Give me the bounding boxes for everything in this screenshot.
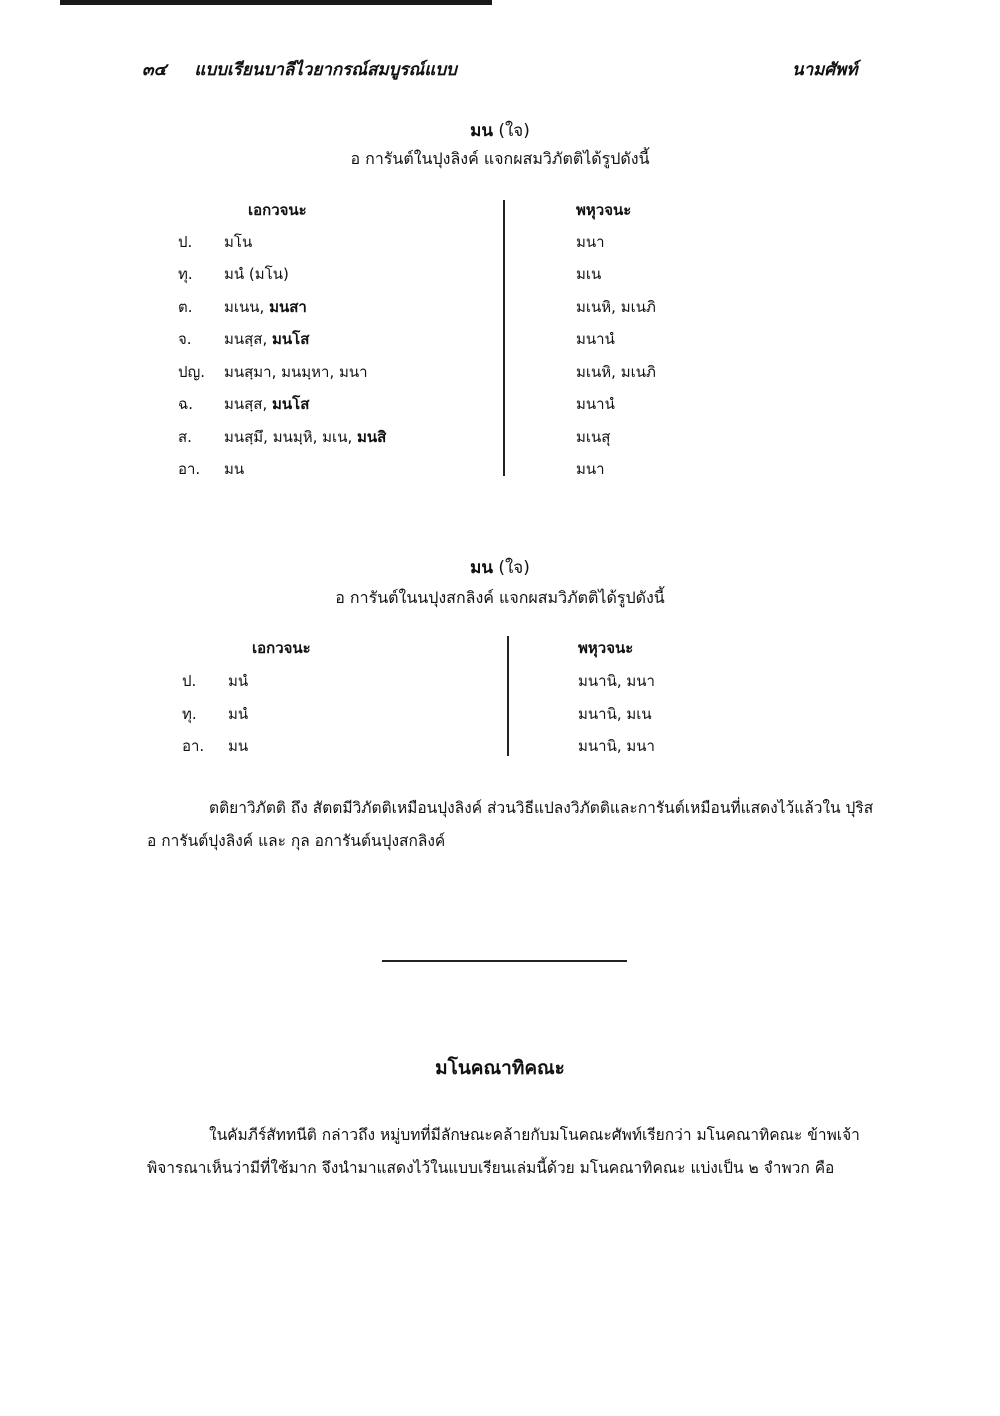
table1-col-plural: พหุวจนะ — [576, 201, 632, 219]
plural-form: มนานํ — [576, 330, 615, 348]
section-line-2: พิจารณาเห็นว่ามีที่ใช้มาก จึงนำมาแสดงไว้ในแบบเรียนเล่มนี้ด้วย มโนคณาทิคณะ แบ่งเป็น ๒ จำพวก คือ — [147, 1159, 835, 1177]
table-row — [0, 669, 1000, 693]
case-label: ฉ. — [178, 395, 193, 413]
case-label: อา. — [182, 737, 205, 755]
table1-col-singular: เอกวจนะ — [248, 201, 307, 219]
table-row — [0, 702, 1000, 726]
singular-form-bold: มนสา — [269, 298, 307, 316]
singular-form: มน — [228, 737, 249, 755]
section-divider — [382, 960, 627, 962]
plural-form: มเน — [576, 265, 602, 283]
book-title: แบบเรียนบาลีไวยากรณ์สมบูรณ์แบบ — [194, 60, 457, 80]
singular-form: มนสฺมา, มนมฺหา, มนา — [224, 363, 368, 381]
section-line-1: ในคัมภีร์สัททนีติ กล่าวถึง หมู่บทที่มีลักษณะคล้ายกับมโนคณะศัพท์เรียกว่า มโนคณาทิคณะ ข้าพเจ้า — [209, 1126, 860, 1144]
singular-form: มนํ (มโน) — [224, 265, 289, 283]
table-row — [0, 262, 1000, 286]
table2-word: มน — [470, 558, 493, 578]
case-label: ทุ. — [178, 265, 193, 283]
table2-heading — [0, 554, 1000, 581]
plural-form: มเนหิ, มเนภิ — [576, 363, 656, 381]
singular-form-bold: มนโส — [272, 395, 310, 413]
case-label: ทุ. — [182, 705, 197, 723]
table-row — [0, 734, 1000, 758]
section-title: มโนคณาทิคณะ — [435, 1057, 565, 1079]
case-label: ส. — [178, 428, 192, 446]
plural-form: มนานิ, มนา — [578, 672, 655, 690]
table-row — [0, 360, 1000, 384]
singular-form: มนํ — [228, 672, 249, 690]
plural-form: มเนสุ — [576, 428, 611, 446]
singular-form: มนสฺส, มนโส — [224, 330, 310, 348]
table2-col-singular: เอกวจนะ — [252, 639, 311, 657]
table2-gloss: (ใจ) — [498, 558, 530, 578]
chapter-title: นามศัพท์ — [792, 60, 858, 80]
note-line-1: ตติยาวิภัตติ ถึง สัตตมีวิภัตติเหมือนปุงลิงค์ ส่วนวิธีแปลงวิภัตติและการันต์เหมือนที่แสดงไว้แล้วใน ปุริส — [209, 799, 874, 817]
table-row — [0, 327, 1000, 351]
table1-word: มน — [470, 121, 493, 141]
table2-col-plural: พหุวจนะ — [578, 639, 634, 657]
singular-form: มเนน, มนสา — [224, 298, 307, 316]
case-label: ป. — [178, 233, 193, 251]
plural-form: มนา — [576, 233, 605, 251]
singular-form-bold: มนสิ — [357, 428, 387, 446]
table1-gloss: (ใจ) — [498, 121, 530, 141]
case-label: อา. — [178, 460, 201, 478]
plural-form: มเนหิ, มเนภิ — [576, 298, 656, 316]
singular-form: มนํ — [228, 705, 249, 723]
page-header-left — [142, 56, 457, 83]
case-label: ป. — [182, 672, 197, 690]
table-row — [0, 425, 1000, 449]
singular-form: มโน — [224, 233, 253, 251]
table-row — [0, 392, 1000, 416]
section-paragraph — [147, 1119, 867, 1185]
top-border-bar — [60, 0, 492, 5]
table1-heading — [0, 117, 1000, 144]
singular-form: มน — [224, 460, 245, 478]
singular-form: มนสฺมึ, มนมฺหิ, มเน, มนสิ — [224, 428, 387, 446]
plural-form: มนานํ — [576, 395, 615, 413]
case-label: ต. — [178, 298, 193, 316]
table-row — [0, 230, 1000, 254]
table2-subtitle: อ การันต์ในนปุงสกลิงค์ แจกผสมวิภัตติได้รูปดังนี้ — [335, 588, 665, 607]
note-line-2: อ การันต์ปุงลิงค์ และ กุล อการันต์นปุงสกลิงค์ — [147, 832, 446, 850]
plural-form: มนา — [576, 460, 605, 478]
singular-form: มนสฺส, มนโส — [224, 395, 310, 413]
case-label: จ. — [178, 330, 192, 348]
table-row — [0, 457, 1000, 481]
singular-form-bold: มนโส — [272, 330, 310, 348]
page-number: ๓๔ — [142, 60, 167, 80]
table1-subtitle: อ การันต์ในปุงลิงค์ แจกผสมวิภัตติได้รูปดังนี้ — [350, 149, 650, 168]
table-row — [0, 295, 1000, 319]
plural-form: มนานิ, มเน — [578, 705, 652, 723]
plural-form: มนานิ, มนา — [578, 737, 655, 755]
case-label: ปญ. — [178, 363, 206, 381]
note-paragraph — [147, 792, 874, 858]
